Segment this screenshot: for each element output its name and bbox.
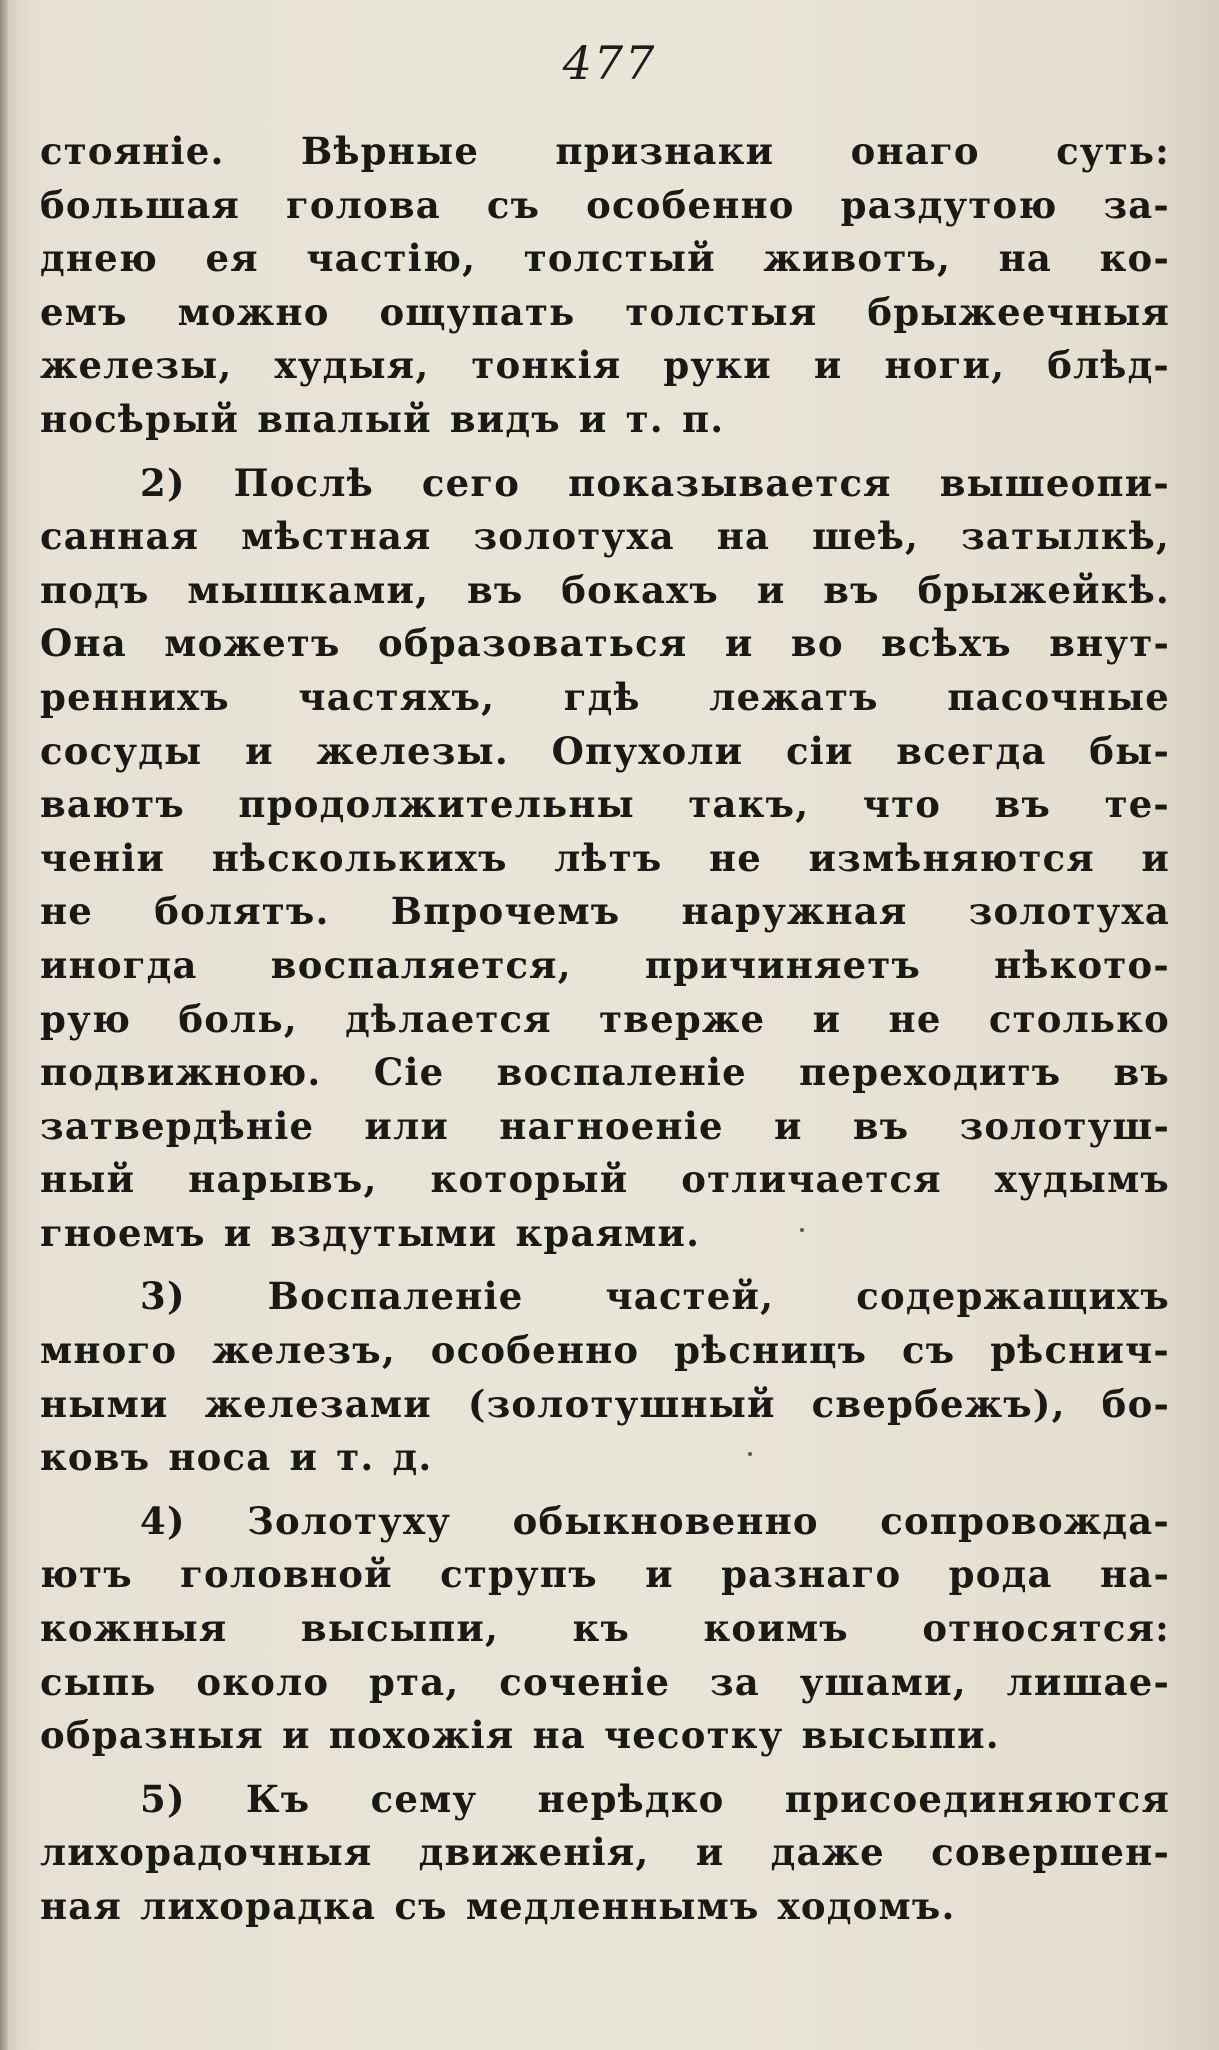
text-line: ютъ головной струпъ и разнаго рода на- <box>40 1552 1170 1597</box>
paragraph-1 <box>40 125 1170 447</box>
text-line: ный нарывъ, который отличается худымъ <box>40 1157 1170 1202</box>
text-line: ковъ носа и т. д. <box>40 1435 433 1480</box>
text-line: гноемъ и вздутыми краями. <box>40 1210 701 1255</box>
text-line: подвижною. Сіе воспаленіе переходитъ въ <box>40 1050 1170 1095</box>
text-line: железы, худыя, тонкія руки и ноги, блѣд- <box>40 343 1170 388</box>
page-binding-edge <box>0 0 8 2050</box>
text-line: емъ можно ощупать толстыя брыжеечныя <box>40 289 1170 334</box>
text-line: ная лихорадка съ медленнымъ ходомъ. <box>40 1884 956 1928</box>
text-line: носѣрый впалый видъ и т. п. <box>40 396 725 441</box>
paragraph-gap <box>40 1763 1170 1773</box>
paragraph-5 <box>40 1773 1170 1934</box>
text-line: днею ея частію, толстый животъ, на ко- <box>40 236 1170 281</box>
paragraph-gap <box>40 447 1170 457</box>
text-line: не болятъ. Впрочемъ наружная золотуха <box>40 889 1170 934</box>
paper-speck <box>800 1228 804 1232</box>
paragraph-4 <box>40 1495 1170 1763</box>
text-line: затвердѣніе или нагноеніе и въ золотуш- <box>40 1103 1170 1148</box>
text-line: 3) Воспаленіе частей, содержащихъ <box>140 1274 1170 1319</box>
text-line: большая голова съ особенно раздутою за- <box>40 182 1170 227</box>
text-line: Она можетъ образоваться и во всѣхъ внут- <box>40 621 1170 666</box>
text-line: 5) Къ сему нерѣдко присоединяются <box>140 1776 1170 1821</box>
text-line: реннихъ частяхъ, гдѣ лежатъ пасочные <box>40 674 1170 719</box>
paragraph-2 <box>40 457 1170 1261</box>
text-line: образныя и похожія на чесотку высыпи. <box>40 1713 1000 1758</box>
text-line: подъ мышками, въ бокахъ и въ брыжейкѣ. <box>40 567 1170 612</box>
paragraph-gap <box>40 1260 1170 1270</box>
body-text <box>40 125 1170 1934</box>
text-line: стояніе. Вѣрные признаки онаго суть: <box>40 129 1170 173</box>
text-line: много железъ, особенно рѣсницъ съ рѣснич- <box>40 1328 1170 1373</box>
text-line: ченіи нѣсколькихъ лѣтъ не измѣняются и <box>40 835 1170 880</box>
text-line: 2) Послѣ сего показывается вышеопи- <box>140 460 1170 505</box>
page-number: 477 <box>562 36 657 90</box>
text-line: санная мѣстная золотуха на шеѣ, затылкѣ, <box>40 514 1170 559</box>
text-line: лихорадочныя движенія, и даже совершен- <box>40 1830 1170 1875</box>
text-line: ваютъ продолжительны такъ, что въ те- <box>40 782 1170 827</box>
paragraph-3 <box>40 1270 1170 1484</box>
paragraph-gap <box>40 1485 1170 1495</box>
text-line: рую боль, дѣлается тверже и не столько <box>40 996 1170 1041</box>
text-line: ными железами (золотушный свербежъ), бо- <box>40 1381 1170 1426</box>
paper-speck <box>748 1452 752 1456</box>
text-line: сосуды и железы. Опухоли сіи всегда бы- <box>40 728 1170 773</box>
text-line: 4) Золотуху обыкновенно сопровожда- <box>140 1498 1170 1543</box>
text-line: иногда воспаляется, причиняетъ нѣкото- <box>40 942 1170 987</box>
text-line: кожныя высыпи, къ коимъ относятся: <box>40 1606 1170 1651</box>
text-line: сыпь около рта, сочeніе за ушами, лишае- <box>40 1659 1170 1704</box>
